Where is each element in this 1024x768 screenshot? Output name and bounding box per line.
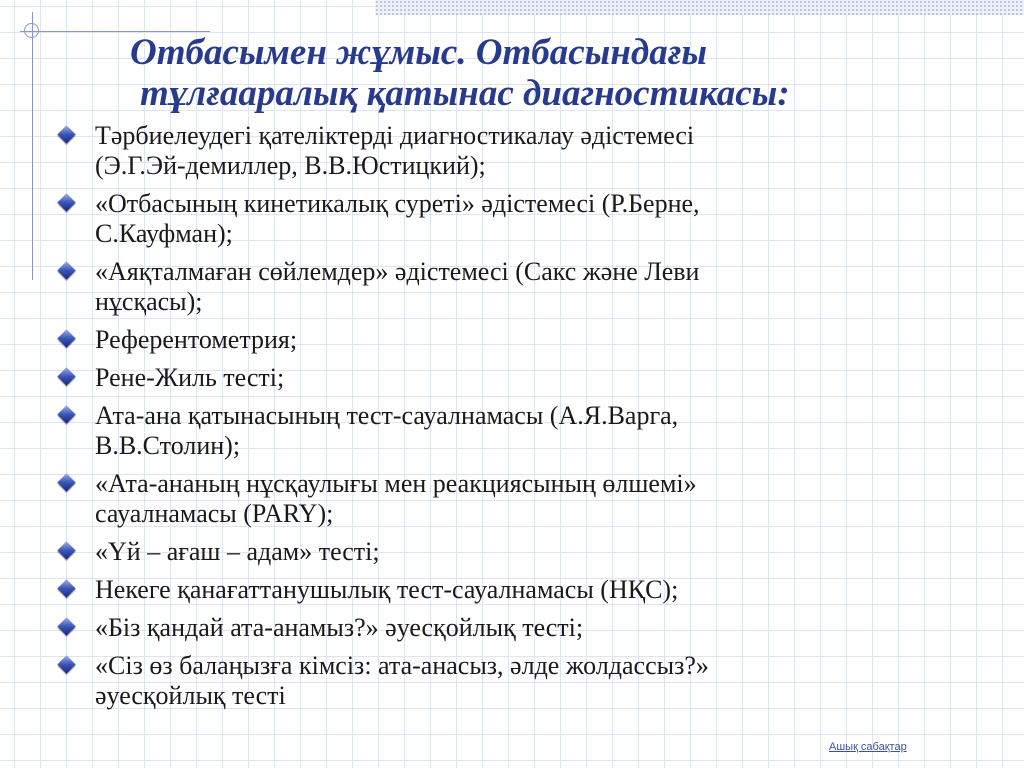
list-item-text: «Үй – ағаш – адам» тесті; — [95, 537, 380, 566]
list-item — [54, 401, 984, 461]
list-item — [54, 651, 984, 711]
diamond-bullet-icon — [57, 367, 75, 385]
list-item-text: Ата-ана қатынасының тест-сауалнамасы (А.Я.Варга, — [95, 401, 679, 430]
list-item — [54, 121, 984, 181]
list-item — [54, 537, 984, 567]
top-dotted-band — [375, 0, 1024, 15]
list-item-text-continued: сауалнамасы (PARY); — [95, 499, 334, 528]
list-item — [54, 575, 984, 605]
decorative-vertical-line — [32, 12, 33, 280]
diamond-bullet-icon — [57, 329, 75, 347]
list-item-text-continued: В.В.Столин); — [95, 431, 241, 460]
list-item-text: Тәрбиелеудегі қателіктерді диагностикалау әдістемесі — [95, 121, 695, 150]
list-item-text: «Отбасының кинетикалық суреті» әдістемесі (Р.Берне, — [95, 189, 700, 218]
diamond-bullet-icon — [57, 579, 75, 597]
list-item-text: «Ата-ананың нұсқаулығы мен реакциясының өлшемі» — [95, 469, 697, 498]
list-item — [54, 469, 984, 529]
list-item — [54, 363, 984, 393]
diamond-bullet-icon — [57, 405, 75, 423]
diamond-bullet-icon — [57, 473, 75, 491]
list-item — [54, 613, 984, 643]
footer-link[interactable]: Ашық сабақтар — [829, 741, 907, 753]
list-item — [54, 257, 984, 317]
diamond-bullet-icon — [57, 261, 75, 279]
list-item-text-continued: әуесқойлық тесті — [95, 681, 286, 710]
list-item-text: «Сіз өз балаңызға кімсіз: ата-анасыз, әлде жолдассыз?» — [95, 651, 709, 680]
list-item-text: «Аяқталмаған сөйлемдер» әдістемесі (Сакс және Леви — [95, 257, 700, 286]
diamond-bullet-icon — [57, 193, 75, 211]
list-item-text: Референтометрия; — [95, 325, 298, 354]
list-item-text-continued: С.Кауфман); — [95, 219, 233, 248]
diamond-bullet-icon — [57, 541, 75, 559]
list-item — [54, 189, 984, 249]
bullet-list — [54, 121, 984, 719]
diamond-bullet-icon — [57, 125, 75, 143]
decorative-circle-icon — [24, 23, 39, 38]
list-item-text-continued: (Э.Г.Эй-демиллер, В.В.Юстицкий); — [95, 151, 486, 180]
slide-title-line2: тұлғааралық қатынас диагностикасы: — [140, 73, 790, 114]
slide-title — [130, 32, 990, 114]
diamond-bullet-icon — [57, 655, 75, 673]
list-item-text: Рене-Жиль тесті; — [95, 363, 285, 392]
diamond-bullet-icon — [57, 617, 75, 635]
list-item — [54, 325, 984, 355]
list-item-text: Некеге қанағаттанушылық тест-сауалнамасы (НҚС); — [95, 575, 679, 604]
list-item-text-continued: нұсқасы); — [95, 287, 203, 316]
slide-title-line1: Отбасымен жұмыс. Отбасындағы — [130, 32, 708, 73]
list-item-text: «Біз қандай ата-анамыз?» әуесқойлық тесті; — [95, 613, 584, 642]
